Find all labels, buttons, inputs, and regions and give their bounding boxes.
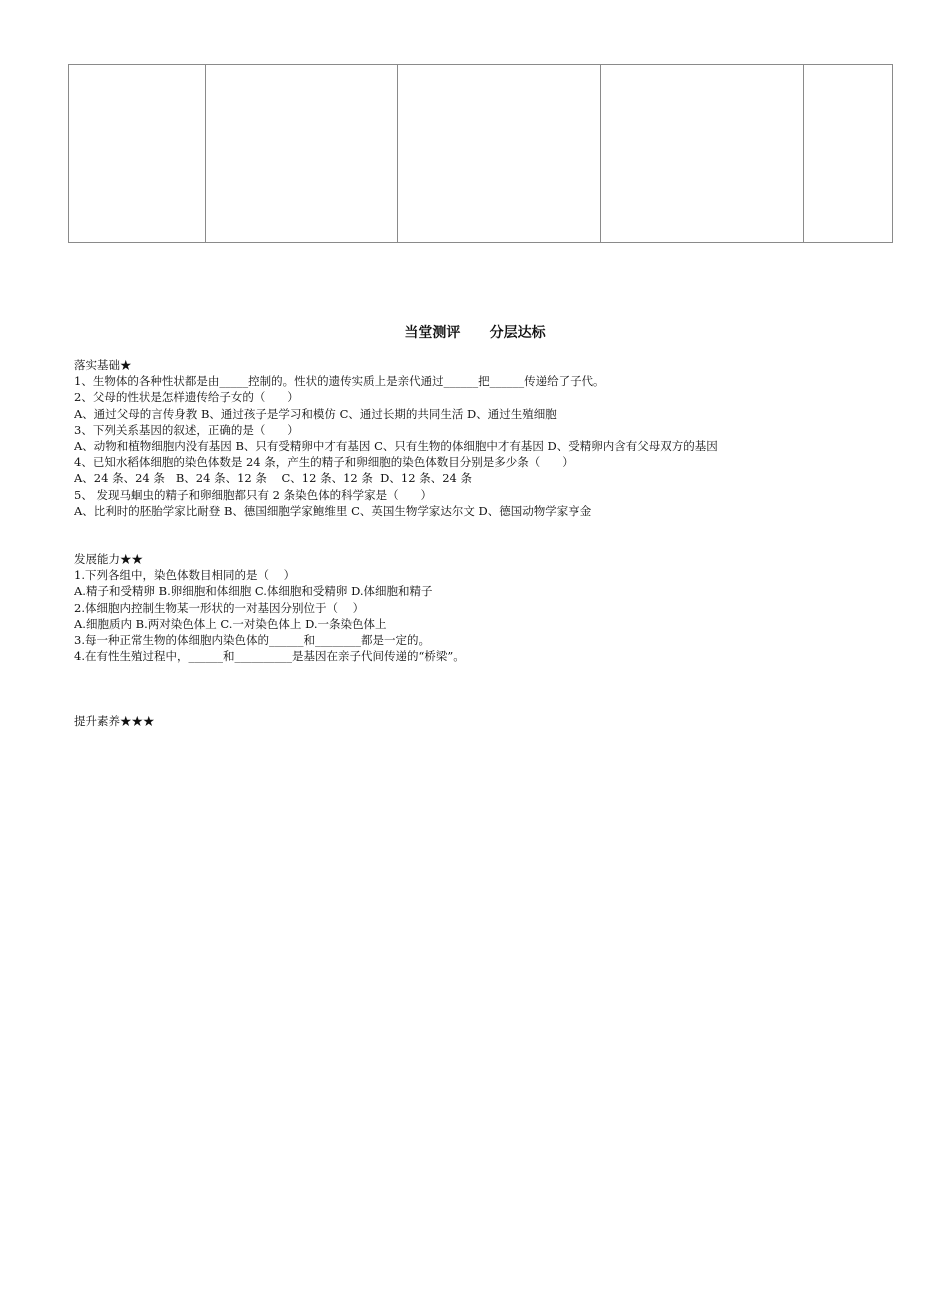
section-advanced <box>74 713 894 729</box>
section-ability <box>74 551 894 664</box>
question-line: A、比利时的胚胎学家比耐登 B、德国细胞学家鲍维里 C、英国生物学家达尔文 D、德国动物学家亨金 <box>74 503 592 518</box>
section-heading: 提升素养★★★ <box>74 714 155 728</box>
question-line: 3、下列关系基因的叙述，正确的是（ ） <box>74 422 299 437</box>
table-row <box>69 65 893 243</box>
question-line: A、动物和植物细胞内没有基因 B、只有受精卵中才有基因 C、只有生物的体细胞中才有基因 D、受精卵内含有父母双方的基因 <box>74 439 718 454</box>
question-line: 4、已知水稻体细胞的染色体数是 24 条，产生的精子和卵细胞的染色体数目分别是多少条（ ） <box>74 455 574 470</box>
table-cell <box>398 65 601 243</box>
table-cell <box>601 65 804 243</box>
section-title: 当堂测评 分层达标 <box>404 325 546 341</box>
question-line: 3.每一种正常生物的体细胞内染色体的______和________都是一定的。 <box>74 633 430 648</box>
question-line: A.细胞质内 B.两对染色体上 C.一对染色体上 D.一条染色体上 <box>74 616 387 631</box>
table-cell <box>206 65 398 243</box>
question-line: A、24 条、24 条 B、24 条、12 条 C、12 条、12 条 D、12 条、24 条 <box>74 471 472 486</box>
question-line: 4.在有性生殖过程中，______和__________是基因在亲子代间传递的“桥梁”。 <box>74 649 465 664</box>
question-line: A.精子和受精卵 B.卵细胞和体细胞 C.体细胞和受精卵 D.体细胞和精子 <box>74 584 433 599</box>
question-line: 2.体细胞内控制生物某一形状的一对基因分别位于（ ） <box>74 600 365 615</box>
question-line: 5、 发现马蛔虫的精子和卵细胞都只有 2 条染色体的科学家是（ ） <box>74 487 433 502</box>
table-cell <box>69 65 206 243</box>
question-line: A、通过父母的言传身教 B、通过孩子是学习和模仿 C、通过长期的共同生活 D、通过生殖细胞 <box>74 406 557 421</box>
question-line: 1.下列各组中，染色体数目相同的是（ ） <box>74 568 296 583</box>
question-line: 1、生物体的各种性状都是由_____控制的。性状的遗传实质上是亲代通过______把______传递给了子代。 <box>74 374 605 389</box>
blank-table <box>68 64 893 243</box>
section-heading: 落实基础★ <box>74 358 132 372</box>
question-line: 2、父母的性状是怎样遗传给子女的（ ） <box>74 390 299 405</box>
table-cell <box>804 65 893 243</box>
section-basic <box>74 357 894 519</box>
section-heading: 发展能力★★ <box>74 552 143 566</box>
